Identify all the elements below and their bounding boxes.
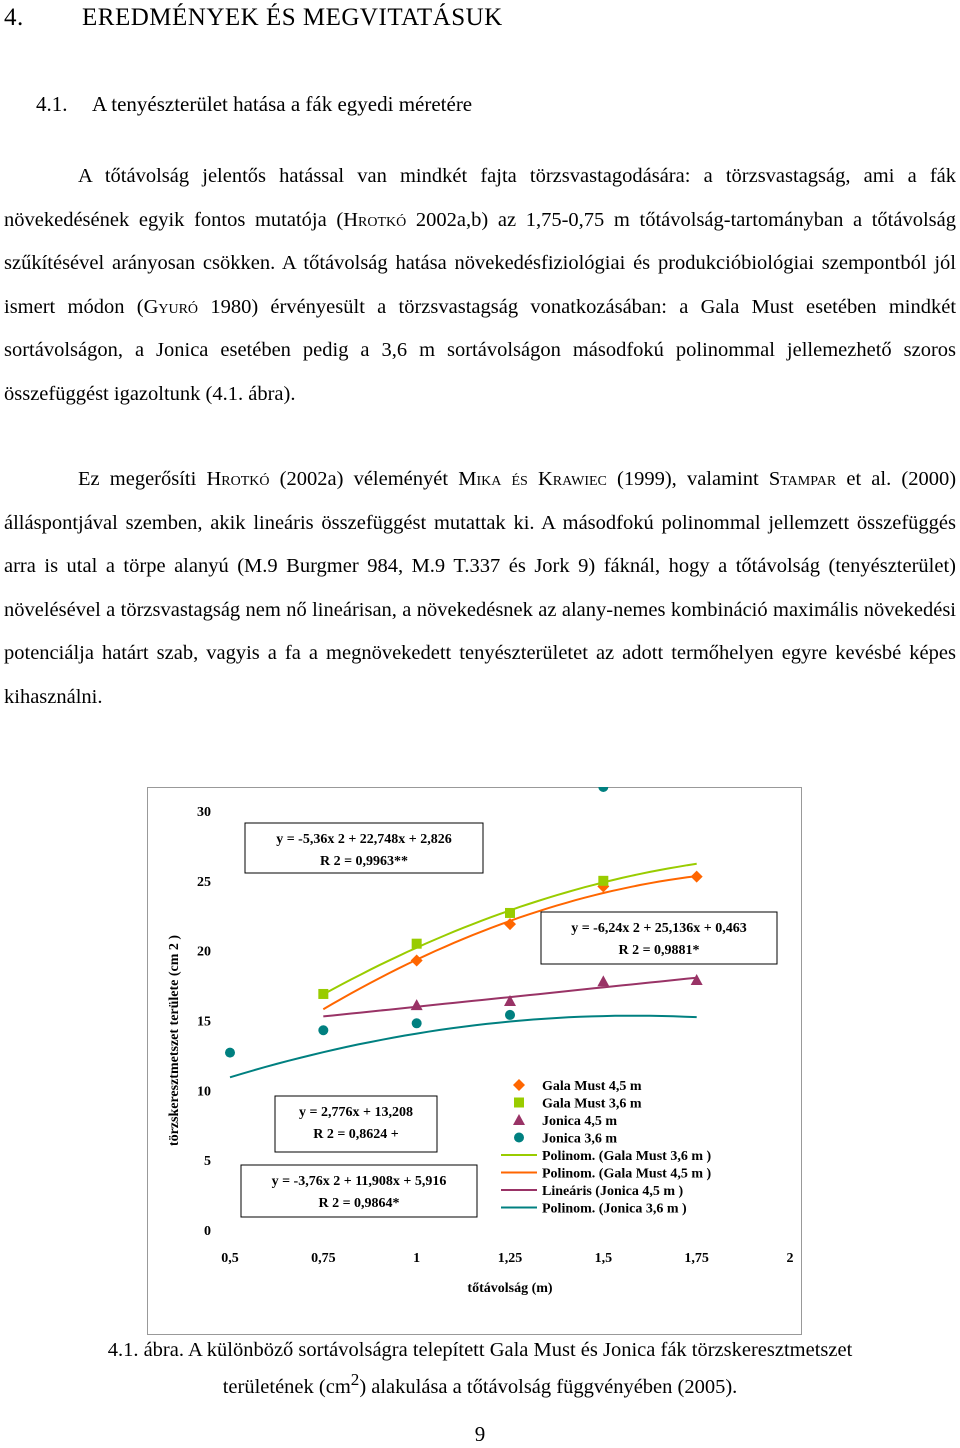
- figure-chart: [147, 787, 802, 1335]
- legend-marker: [514, 1098, 524, 1108]
- paragraph-text: Ez megerősíti: [78, 468, 207, 490]
- y-tick-label: 10: [197, 1084, 211, 1100]
- paragraph-text: 2002a,b) az 1,75-0,75 m tőtávolság-tartományban a tőtávolság szűkítésével arányosan csökken. A tőtávolság hatása növekedésfiziológiai és produkcióbiológiai szempontból jól ismert módon (: [4, 208, 956, 318]
- equation-text: y = -6,24x 2 + 25,136x + 0,463: [571, 921, 747, 936]
- r-squared-text: R 2 = 0,9963**: [319, 854, 409, 869]
- paragraph-text: A tőtávolság jelentős hatással van mindkét fajta törzsvastagodására: a törzsvastagság, ami a fák növekedésének egyik fontos mutatója (: [4, 165, 956, 231]
- caption-line-1: 4.1. ábra. A különböző sortávolságra telepített Gala Must és Jonica fák törzskeresztmetszet: [107, 1339, 853, 1361]
- paragraph-text: (1999), valamint: [606, 468, 769, 490]
- figure-caption: [0, 1336, 960, 1402]
- author-name: ika: [476, 468, 502, 490]
- paragraph-1: [4, 155, 956, 416]
- data-point: [505, 1010, 515, 1020]
- y-tick-label: 5: [204, 1154, 211, 1170]
- caption-line-2: [0, 1365, 960, 1402]
- data-point: [318, 989, 328, 999]
- author-initial: S: [768, 468, 781, 490]
- chapter-heading: [4, 4, 503, 32]
- legend-marker: [514, 1133, 524, 1143]
- r-squared-text: R 2 = 0,9864*: [318, 1196, 400, 1211]
- chart-svg: [147, 787, 802, 1335]
- x-axis-label: tőtávolság (m): [467, 1281, 553, 1296]
- legend-label: Gala Must 4,5 m: [542, 1079, 642, 1094]
- chapter-number: 4.: [4, 4, 24, 31]
- y-axis-label: törzskeresztmetszet területe (cm 2 ): [167, 934, 182, 1147]
- x-tick-label: 1,75: [684, 1251, 709, 1266]
- section-number: 4.1.: [36, 92, 68, 116]
- paragraph-2: [4, 458, 956, 719]
- section-title: A tenyészterület hatása a fák egyedi méretére: [92, 92, 473, 116]
- legend-label: Gala Must 3,6 m: [542, 1096, 642, 1112]
- data-point: [598, 876, 608, 886]
- y-tick-label: 15: [197, 1014, 211, 1030]
- x-tick-label: 2: [786, 1251, 794, 1266]
- x-tick-label: 1: [413, 1251, 421, 1266]
- y-tick-label: 30: [197, 805, 211, 820]
- paragraph-text: (2002a) véleményét: [269, 468, 459, 490]
- paragraph-text: et al. (2000) álláspontjával szemben, akik lineáris összefüggést mutattak ki. A másodfokú polinommal jellemzett összefüggés arra is utal a törpe alanyú (M.9 Burgmer 984, M.9 T.337 és Jork 9) fáknál, hogy a tőtávolság (tenyészterület) növelésével a törzsvastagság nem nő lineárisan, a növekedésnek az alany-nemes kombináció maximális növekedési potenciálja határt szab, vagyis a fa a megnövekedett tenyészterületet az adott termőhelyen egyre kevésbé képes kihasználni.: [4, 468, 957, 708]
- x-tick-label: 0,75: [311, 1251, 336, 1266]
- paragraph-text: 1980) érvényesült a törzsvastagság vonatkozásában: a Gala Must esetében mindkét sortávolságon, a Jonica esetében pedig a 3,6 m sortávolságon másodfokú polinommal jellemezhető szoros összefüggést igazoltunk (4.1. ábra).: [4, 295, 957, 405]
- data-point: [412, 1018, 422, 1028]
- author-initial: M: [458, 468, 477, 490]
- data-point: [225, 1048, 235, 1058]
- chapter-title: EREDMÉNYEK ÉS MEGVITATÁSUK: [82, 4, 503, 31]
- legend-label: Lineáris (Jonica 4,5 m ): [542, 1184, 684, 1199]
- legend: [487, 1071, 777, 1219]
- page-number: 9: [474, 1422, 486, 1446]
- legend-label: Jonica 4,5 m: [542, 1114, 618, 1129]
- author-initial: G: [143, 295, 159, 318]
- section-heading: [36, 92, 472, 117]
- author-name: yuró: [158, 295, 199, 318]
- y-tick-label: 20: [197, 944, 211, 960]
- legend-label: Polinom. (Jonica 3,6 m ): [542, 1201, 687, 1217]
- r-squared-text: R 2 = 0,9881*: [618, 943, 700, 958]
- conjunction: és: [501, 468, 538, 490]
- legend-label: Polinom. (Gala Must 3,6 m ): [542, 1149, 712, 1164]
- caption-superscript: 2: [350, 1370, 360, 1389]
- data-point: [505, 908, 515, 918]
- caption-text: területének (cm: [222, 1375, 351, 1398]
- equation-text: y = -3,76x 2 + 11,908x + 5,916: [271, 1174, 447, 1189]
- caption-text: ) alakulása a tőtávolság függvényében (2005).: [359, 1375, 738, 1398]
- x-tick-label: 1,5: [594, 1251, 613, 1266]
- author-initial: H: [206, 468, 222, 490]
- author-name: rotkó: [221, 468, 270, 490]
- author-initial: K: [537, 468, 553, 490]
- legend-label: Polinom. (Gala Must 4,5 m ): [542, 1166, 712, 1182]
- data-point: [318, 1025, 328, 1035]
- legend-label: Jonica 3,6 m: [542, 1131, 618, 1147]
- author-name: rawiec: [552, 468, 607, 490]
- equation-text: y = -5,36x 2 + 22,748x + 2,826: [276, 832, 452, 847]
- y-tick-label: 0: [204, 1224, 211, 1239]
- author-name: tampar: [780, 468, 837, 490]
- data-point: [412, 939, 422, 949]
- author-name: rotkó: [358, 208, 407, 231]
- x-tick-label: 0,5: [221, 1251, 239, 1266]
- x-tick-label: 1,25: [497, 1251, 523, 1266]
- r-squared-text: R 2 = 0,8624 +: [313, 1127, 399, 1142]
- author-initial: H: [343, 208, 358, 231]
- y-tick-label: 25: [197, 874, 211, 890]
- equation-text: y = 2,776x + 13,208: [299, 1105, 413, 1120]
